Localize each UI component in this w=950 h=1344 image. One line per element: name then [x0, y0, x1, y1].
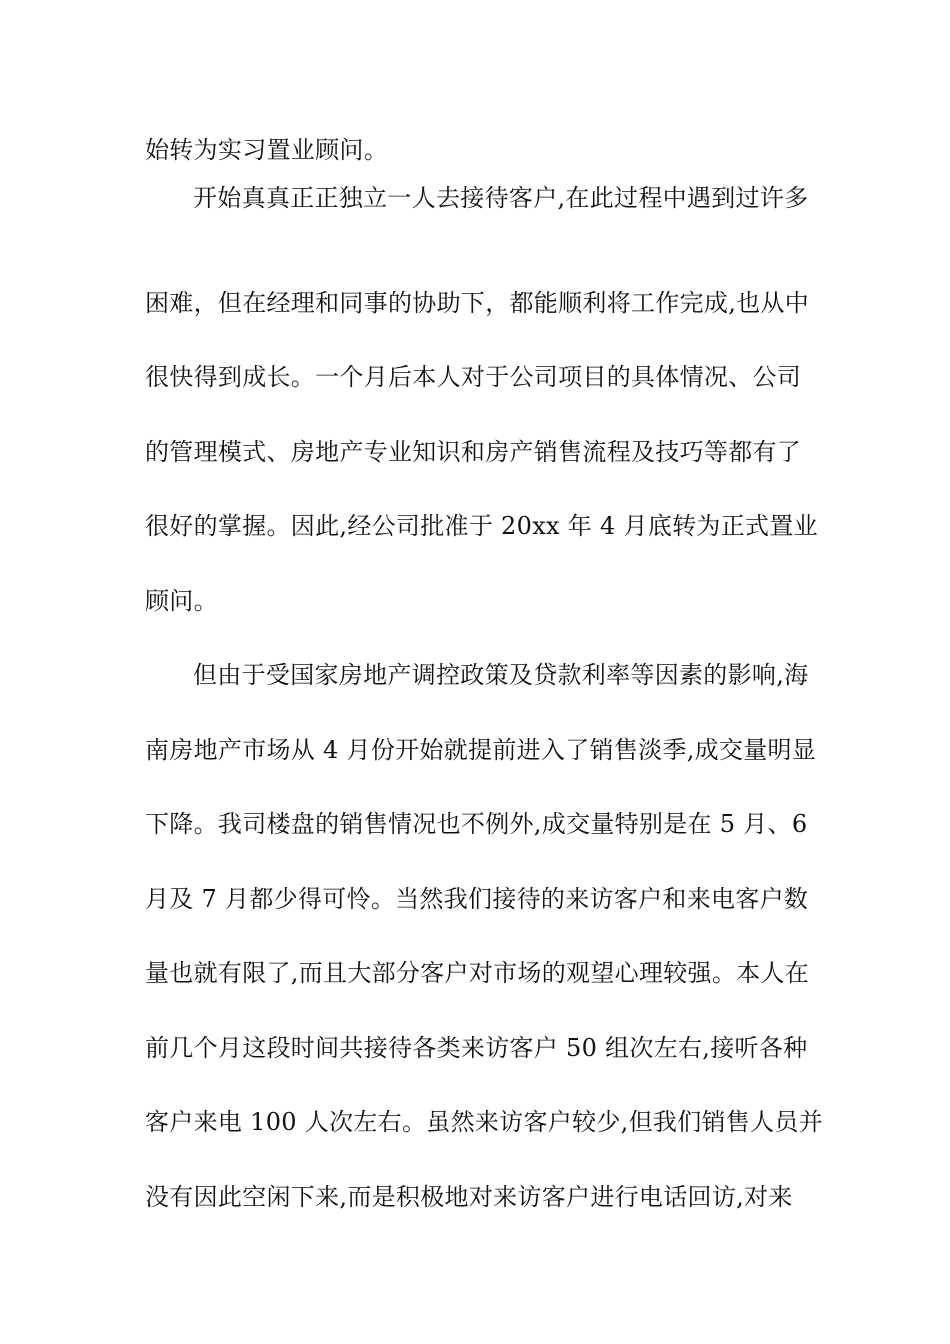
text-line: 南房地产市场从 4 月份开始就提前进入了销售淡季,成交量明显	[145, 736, 817, 764]
text-line: 没有因此空闲下来,而是积极地对来访客户进行电话回访,对来	[145, 1183, 793, 1211]
text-line: 困难，但在经理和同事的协助下，都能顺利将工作完成,也从中	[145, 289, 810, 317]
text-line: 始转为实习置业顾问。	[145, 136, 388, 164]
text-line: 很快得到成长。一个月后本人对于公司项目的具体情况、公司	[145, 363, 802, 391]
text-line: 量也就有限了,而且大部分客户对市场的观望心理较强。本人在	[145, 959, 810, 987]
text-line: 下降。我司楼盘的销售情况也不例外,成交量特别是在 5 月、6	[145, 810, 808, 838]
text-line: 很好的掌握。因此,经公司批准于 20xx 年 4 月底转为正式置业	[145, 512, 818, 540]
text-line: 的管理模式、房地产专业知识和房产销售流程及技巧等都有了	[145, 438, 802, 466]
paragraph-first-line: 开始真真正正独立一人去接待客户,在此过程中遇到过许多	[193, 184, 809, 212]
text-line: 客户来电 100 人次左右。虽然来访客户较少,但我们销售人员并	[145, 1108, 823, 1136]
text-line: 顾问。	[145, 587, 218, 615]
text-line: 月及 7 月都少得可怜。当然我们接待的来访客户和来电客户数	[145, 885, 809, 913]
paragraph-first-line: 但由于受国家房地产调控政策及贷款利率等因素的影响,海	[193, 661, 809, 689]
text-line: 前几个月这段时间共接待各类来访客户 50 组次左右,接听各种	[145, 1034, 808, 1062]
